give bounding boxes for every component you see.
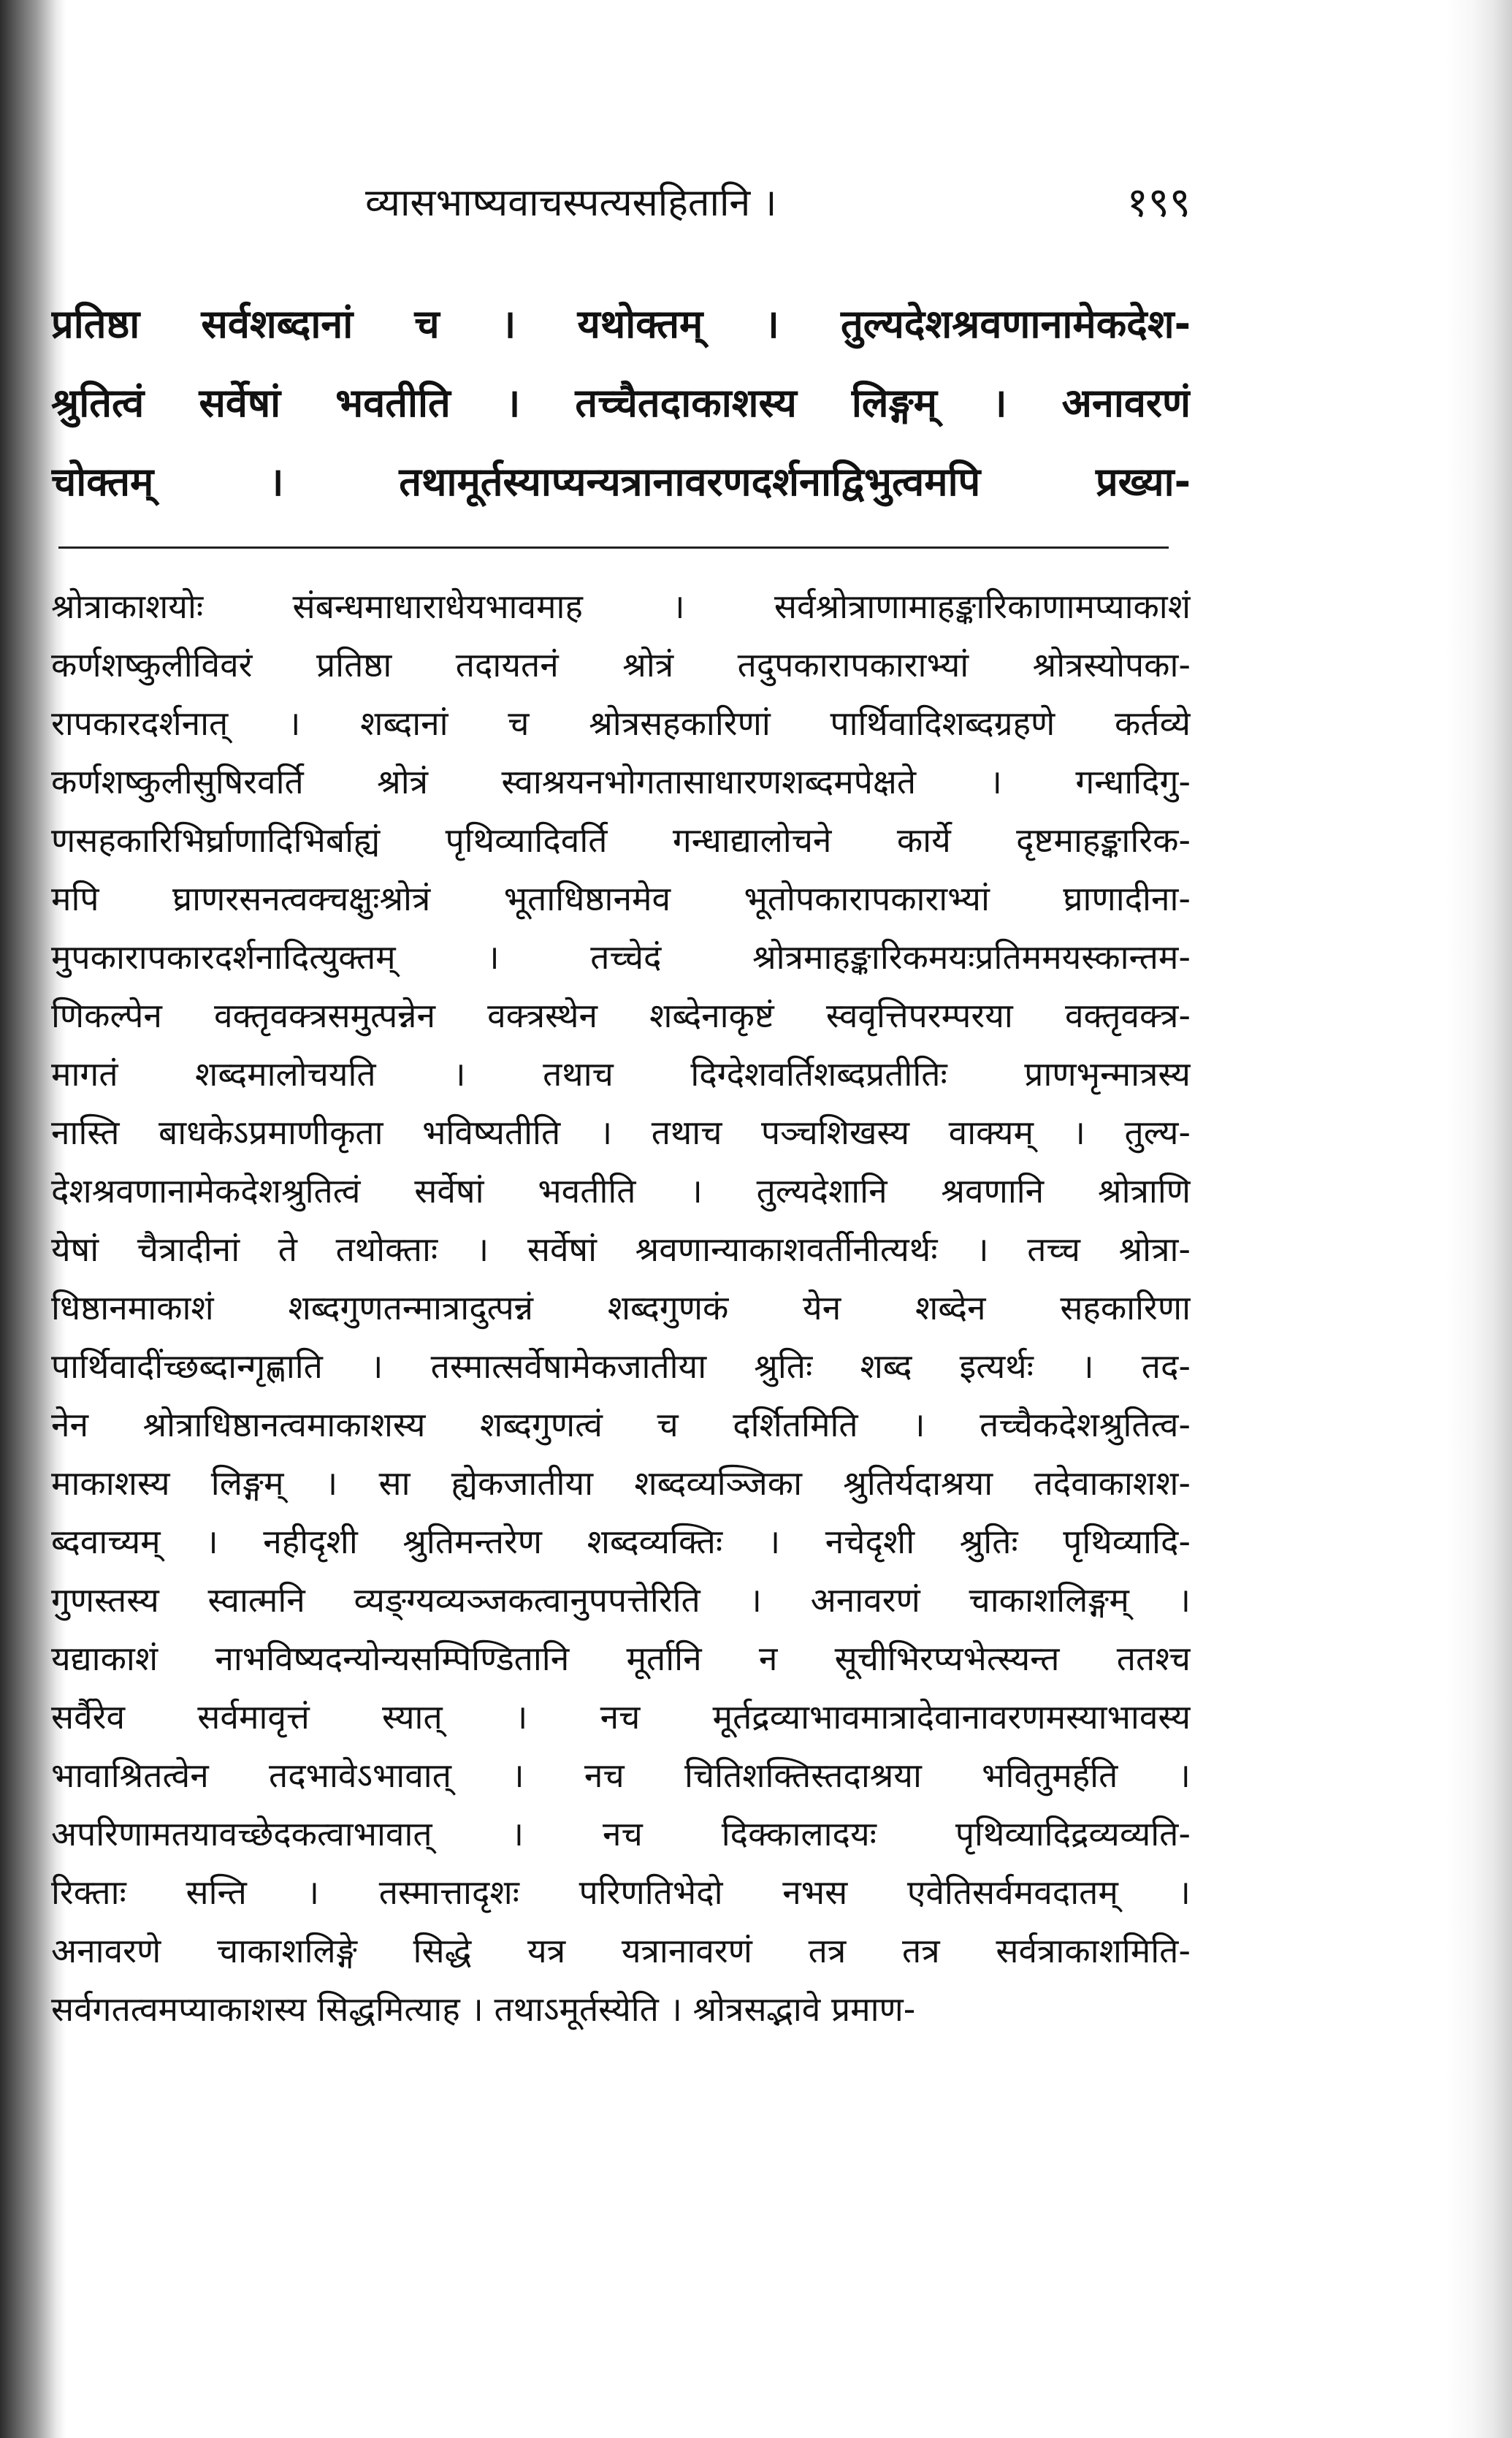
running-head <box>51 174 1191 232</box>
commentary-line: सर्वैरेव सर्वमावृत्तं स्यात् । नच मूर्तद्रव्याभावमात्रादेवानावरणमस्याभावस्य <box>51 1697 1191 1737</box>
commentary-line: अपरिणामतयावच्छेदकत्वाभावात् । नच दिक्कालादयः पृथिव्यादिद्रव्यव्यति- <box>51 1814 1191 1854</box>
commentary-line: णिकल्पेन वक्तृवक्त्रसमुत्पन्नेन वक्त्रस्थेन शब्देनाकृष्टं स्ववृत्तिपरम्परया वक्तृवक्त्र- <box>51 996 1191 1035</box>
commentary-line: सर्वगतत्वमप्याकाशस्य सिद्धमित्याह । तथाऽमूर्तस्येति । श्रोत्रसद्भावे प्रमाण- <box>51 1989 916 2029</box>
commentary-line: कर्णशष्कुलीसुषिरवर्ति श्रोत्रं स्वाश्रयनभोगतासाधारणशब्दमपेक्षते । गन्धादिगु- <box>51 762 1191 801</box>
commentary-line: भावाश्रितत्वेन तदभावेऽभावात् । नच चितिशक्तिस्तदाश्रया भवितुमर्हति । <box>51 1756 1191 1795</box>
commentary-line: माकाशस्य लिङ्गम् । सा ह्येकजातीया शब्दव्यञ्जिका श्रुतिर्यदाश्रया तदेवाकाशश- <box>51 1463 1191 1503</box>
commentary-line: रिक्ताः सन्ति । तस्मात्तादृशः परिणतिभेदो नभस एवेतिसर्वमवदातम् । <box>51 1873 1191 1912</box>
sutra-line: श्रुतित्वं सर्वेषां भवतीति । तच्चैतदाकाशस्य लिङ्गम् । अनावरणं <box>51 380 1191 426</box>
page-number: १९९ <box>1126 179 1191 226</box>
section-divider <box>58 546 1169 549</box>
commentary-line: अनावरणे चाकाशलिङ्गे सिद्धे यत्र यत्रानावरणं तत्र तत्र सर्वत्राकाशमिति- <box>51 1931 1191 1970</box>
sutra-line: चोक्तम् । तथामूर्तस्याप्यन्यत्रानावरणदर्शनाद्विभुत्वमपि प्रख्या- <box>51 459 1191 505</box>
commentary-text <box>51 577 1191 2038</box>
running-title: व्यासभाष्यवाचस्पत्यसहितानि । <box>365 181 777 225</box>
commentary-line: नेन श्रोत्राधिष्ठानत्वमाकाशस्य शब्दगुणत्वं च दर्शितमिति । तच्चैकदेशश्रुतित्व- <box>51 1405 1191 1444</box>
commentary-line: येषां चैत्रादीनां ते तथोक्ताः । सर्वेषां श्रवणान्याकाशवर्तीनीत्यर्थः । तच्च श्रोत्रा- <box>51 1230 1191 1269</box>
commentary-line: णसहकारिभिर्घ्राणादिभिर्बाह्यं पृथिव्यादिवर्ति गन्धाद्यालोचने कार्ये दृष्टमाहङ्कारिक- <box>51 820 1191 860</box>
commentary-line: श्रोत्राकाशयोः संबन्धमाधाराधेयभावमाह । सर्वश्रोत्राणामाहङ्कारिकाणामप्याकाशं <box>51 587 1191 626</box>
commentary-line: मपि घ्राणरसनत्वक्चक्षुःश्रोत्रं भूताधिष्ठानमेव भूतोपकारापकाराभ्यां घ्राणादीना- <box>51 879 1191 918</box>
commentary-line: ब्दवाच्यम् । नहीदृशी श्रुतिमन्तरेण शब्दव्यक्तिः । नचेदृशी श्रुतिः पृथिव्यादि- <box>51 1522 1191 1561</box>
commentary-line: गुणस्तस्य स्वात्मनि व्यङ्ग्यव्यञ्जकत्वानुपपत्तेरिति । अनावरणं चाकाशलिङ्गम् । <box>51 1580 1191 1620</box>
commentary-line: कर्णशष्कुलीविवरं प्रतिष्ठा तदायतनं श्रोत्रं तदुपकारापकाराभ्यां श्रोत्रस्योपका- <box>51 645 1191 685</box>
commentary-line: मागतं शब्दमालोचयति । तथाच दिग्देशवर्तिशब्दप्रतीतिः प्राणभृन्मात्रस्य <box>51 1054 1191 1094</box>
commentary-line: यद्याकाशं नाभविष्यदन्योन्यसम्पिण्डितानि मूर्तानि न सूचीभिरप्यभेत्स्यन्त ततश्च <box>51 1639 1191 1678</box>
scan-shadow-right <box>1446 0 1512 2438</box>
sutra-line: प्रतिष्ठा सर्वशब्दानां च । यथोक्तम् । तुल्यदेशश्रवणानामेकदेश- <box>51 301 1191 347</box>
commentary-line: देशश्रवणानामेकदेशश्रुतित्वं सर्वेषां भवतीति । तुल्यदेशानि श्रवणानि श्रोत्राणि <box>51 1171 1191 1211</box>
commentary-line: नास्ति बाधकेऽप्रमाणीकृता भविष्यतीति । तथाच पञ्चशिखस्य वाक्यम् । तुल्य- <box>51 1113 1191 1152</box>
document-page <box>51 0 1191 2438</box>
commentary-line: पार्थिवादींच्छब्दान्गृह्णाति । तस्मात्सर्वेषामेकजातीया श्रुतिः शब्द इत्यर्थः । तद- <box>51 1346 1191 1386</box>
commentary-line: रापकारदर्शनात् । शब्दानां च श्रोत्रसहकारिणां पार्थिवादिशब्दग्रहणे कर्तव्ये <box>51 704 1191 743</box>
sutra-text <box>51 285 1191 522</box>
commentary-line: धिष्ठानमाकाशं शब्दगुणतन्मात्रादुत्पन्नं शब्दगुणकं येन शब्देन सहकारिणा <box>51 1288 1191 1327</box>
commentary-line: मुपकारापकारदर्शनादित्युक्तम् । तच्चेदं श्रोत्रमाहङ्कारिकमयःप्रतिममयस्कान्तम- <box>51 937 1191 977</box>
